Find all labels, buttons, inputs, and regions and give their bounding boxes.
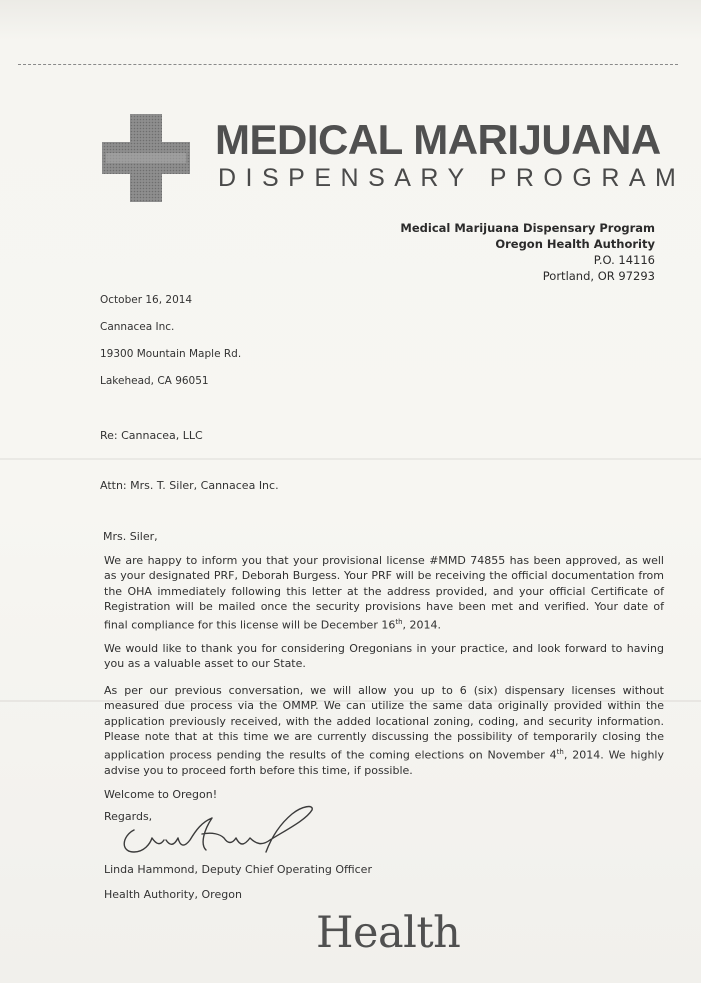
- closing: Regards,: [104, 810, 153, 823]
- letter-date: October 16, 2014: [100, 294, 193, 306]
- sender-address-block: [400, 220, 655, 284]
- signer-organization: Health Authority, Oregon: [104, 888, 242, 901]
- recipient-city: Lakehead, CA 96051: [100, 375, 209, 387]
- welcome-line: Welcome to Oregon!: [104, 788, 218, 801]
- footer-health-logo: Health: [316, 908, 461, 958]
- body-paragraph-2: We would like to thank you for considering Oregonians in your practice, and look forward to having you as a valuable asset to our State.: [104, 642, 664, 671]
- salutation: Mrs. Siler,: [103, 530, 158, 543]
- sender-authority: Oregon Health Authority: [495, 237, 655, 251]
- signer-name-title: Linda Hammond, Deputy Chief Operating Officer: [104, 863, 372, 876]
- medical-cross-logo-icon: [100, 112, 192, 204]
- body-paragraph-3: As per our previous conversation, we will allow you up to 6 (six) dispensary licenses without measured due process via the OMMP. We can utilize the same data originally provided within the application previously received, with the added locational zoning, coding, and security information. Please note that at this time we are currently discussing the possibility of temporarily closing the application process pending the results of the coming elections on November 4th, 2014. We highly advise you to proceed forth before this time, if possible.: [104, 684, 664, 777]
- sender-po-box: P.O. 14116: [593, 253, 655, 267]
- handwritten-signature: [116, 800, 326, 860]
- body-paragraph-1: We are happy to inform you that your provisional license #MMD 74855 has been approved, as well as your designated PRF, Deborah Burgess. Your PRF will be receiving the official documentation from the OHA immediately following this letter at the address provided, and your official Certificate of Registration will be mailed once the security provisions have been met and verified. Your date of final compliance for this license will be December 16th, 2014.: [104, 554, 664, 632]
- recipient-street: 19300 Mountain Maple Rd.: [100, 348, 242, 360]
- letterhead-subtitle: DISPENSARY PROGRAM: [218, 164, 686, 192]
- attn-line: Attn: Mrs. T. Siler, Cannacea Inc.: [100, 479, 279, 492]
- top-dashed-rule: [18, 64, 678, 65]
- recipient-company: Cannacea Inc.: [100, 321, 175, 333]
- sender-program: Medical Marijuana Dispensary Program: [400, 221, 655, 235]
- re-line: Re: Cannacea, LLC: [100, 429, 203, 442]
- sender-city: Portland, OR 97293: [542, 269, 655, 283]
- paper-fold: [0, 458, 701, 460]
- letterhead-title: MEDICAL MARIJUANA: [215, 116, 661, 163]
